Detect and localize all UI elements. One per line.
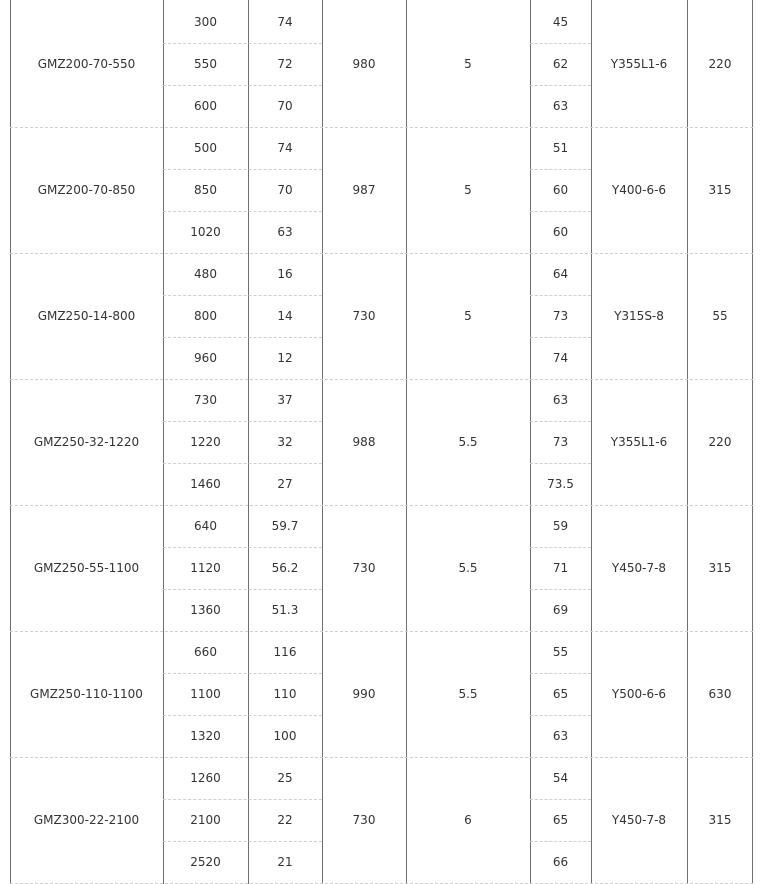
model-cell: GMZ200-70-850 (37, 183, 136, 197)
row-divider (530, 169, 591, 170)
power-cell: 630 (708, 687, 732, 701)
row-divider (530, 43, 591, 44)
head-cell: 16 (277, 267, 293, 281)
row-divider (530, 295, 591, 296)
flow-cell: 800 (194, 309, 217, 323)
efficiency-cell: 62 (552, 57, 569, 71)
head-cell: 25 (277, 771, 293, 785)
row-divider (163, 421, 322, 422)
row-divider (163, 841, 322, 842)
motor-cell: Y450-7-8 (611, 561, 667, 575)
motor-cell: Y500-6-6 (611, 687, 667, 701)
row-divider (163, 673, 322, 674)
npsh-cell: 5.5 (458, 435, 478, 449)
flow-cell: 640 (194, 519, 217, 533)
head-cell: 37 (277, 393, 293, 407)
efficiency-cell: 73.5 (547, 477, 574, 491)
efficiency-cell: 63 (552, 393, 569, 407)
flow-cell: 1320 (190, 729, 221, 743)
head-cell: 70 (277, 99, 293, 113)
motor-cell: Y400-6-6 (611, 183, 667, 197)
npsh-cell: 5.5 (458, 561, 478, 575)
efficiency-cell: 51 (552, 141, 569, 155)
flow-cell: 480 (194, 267, 217, 281)
row-divider (163, 211, 322, 212)
head-cell: 59.7 (271, 519, 299, 533)
flow-cell: 500 (194, 141, 217, 155)
efficiency-cell: 65 (552, 687, 569, 701)
flow-cell: 600 (194, 99, 217, 113)
flow-cell: 300 (194, 15, 217, 29)
head-cell: 70 (277, 183, 293, 197)
model-cell: GMZ200-70-550 (37, 57, 136, 71)
model-cell: GMZ300-22-2100 (33, 813, 140, 827)
row-divider (163, 799, 322, 800)
efficiency-cell: 45 (552, 15, 569, 29)
speed-cell: 987 (352, 183, 376, 197)
speed-cell: 730 (352, 309, 376, 323)
flow-cell: 2100 (190, 813, 221, 827)
model-cell: GMZ250-32-1220 (33, 435, 140, 449)
row-divider (163, 463, 322, 464)
row-divider (163, 337, 322, 338)
row-divider (163, 589, 322, 590)
row-divider (530, 715, 591, 716)
npsh-cell: 5 (464, 183, 472, 197)
flow-cell: 1100 (190, 687, 221, 701)
efficiency-cell: 66 (552, 855, 569, 869)
row-divider (530, 547, 591, 548)
power-cell: 315 (708, 813, 732, 827)
model-cell: GMZ250-110-1100 (30, 687, 143, 701)
flow-cell: 550 (194, 57, 217, 71)
npsh-cell: 5.5 (458, 687, 478, 701)
speed-cell: 990 (352, 687, 376, 701)
row-divider (163, 85, 322, 86)
npsh-cell: 5 (464, 309, 472, 323)
flow-cell: 2520 (190, 855, 221, 869)
row-divider (163, 715, 322, 716)
row-divider (163, 169, 322, 170)
head-cell: 56.2 (271, 561, 299, 575)
efficiency-cell: 54 (552, 771, 569, 785)
row-divider (530, 799, 591, 800)
power-cell: 55 (712, 309, 728, 323)
head-cell: 32 (277, 435, 293, 449)
power-cell: 315 (708, 561, 732, 575)
row-divider (530, 211, 591, 212)
head-cell: 72 (277, 57, 293, 71)
efficiency-cell: 55 (552, 645, 569, 659)
model-cell: GMZ250-14-800 (37, 309, 136, 323)
row-divider (530, 337, 591, 338)
head-cell: 14 (277, 309, 293, 323)
row-divider (530, 589, 591, 590)
motor-cell: Y450-7-8 (611, 813, 667, 827)
row-divider (530, 85, 591, 86)
npsh-cell: 5 (464, 57, 472, 71)
motor-cell: Y355L1-6 (610, 57, 668, 71)
flow-cell: 1260 (190, 771, 221, 785)
efficiency-cell: 65 (552, 813, 569, 827)
power-cell: 315 (708, 183, 732, 197)
head-cell: 100 (273, 729, 297, 743)
flow-cell: 660 (194, 645, 217, 659)
motor-cell: Y355L1-6 (610, 435, 668, 449)
efficiency-cell: 59 (552, 519, 569, 533)
row-divider (163, 547, 322, 548)
efficiency-cell: 63 (552, 729, 569, 743)
efficiency-cell: 60 (552, 183, 569, 197)
flow-cell: 1020 (190, 225, 221, 239)
model-cell: GMZ250-55-1100 (33, 561, 140, 575)
power-cell: 220 (708, 57, 732, 71)
head-cell: 21 (277, 855, 293, 869)
speed-cell: 730 (352, 561, 376, 575)
row-divider (530, 421, 591, 422)
head-cell: 27 (277, 477, 293, 491)
efficiency-cell: 63 (552, 99, 569, 113)
head-cell: 74 (277, 141, 293, 155)
pump-spec-table (10, 0, 753, 884)
head-cell: 51.3 (271, 603, 299, 617)
efficiency-cell: 71 (552, 561, 569, 575)
efficiency-cell: 69 (552, 603, 569, 617)
row-divider (530, 841, 591, 842)
head-cell: 74 (277, 15, 293, 29)
row-divider (163, 43, 322, 44)
flow-cell: 1220 (190, 435, 221, 449)
head-cell: 110 (273, 687, 297, 701)
head-cell: 116 (273, 645, 297, 659)
efficiency-cell: 73 (552, 435, 569, 449)
efficiency-cell: 73 (552, 309, 569, 323)
flow-cell: 1460 (190, 477, 221, 491)
efficiency-cell: 64 (552, 267, 569, 281)
motor-cell: Y315S-8 (614, 309, 664, 323)
speed-cell: 730 (352, 813, 376, 827)
npsh-cell: 6 (464, 813, 472, 827)
speed-cell: 988 (352, 435, 376, 449)
flow-cell: 730 (194, 393, 217, 407)
row-divider (530, 673, 591, 674)
power-cell: 220 (708, 435, 732, 449)
flow-cell: 1360 (190, 603, 221, 617)
efficiency-cell: 74 (552, 351, 569, 365)
efficiency-cell: 60 (552, 225, 569, 239)
head-cell: 63 (277, 225, 293, 239)
flow-cell: 960 (194, 351, 217, 365)
row-divider (530, 463, 591, 464)
flow-cell: 1120 (190, 561, 221, 575)
flow-cell: 850 (194, 183, 217, 197)
head-cell: 22 (277, 813, 293, 827)
head-cell: 12 (277, 351, 293, 365)
row-divider (163, 295, 322, 296)
speed-cell: 980 (352, 57, 376, 71)
